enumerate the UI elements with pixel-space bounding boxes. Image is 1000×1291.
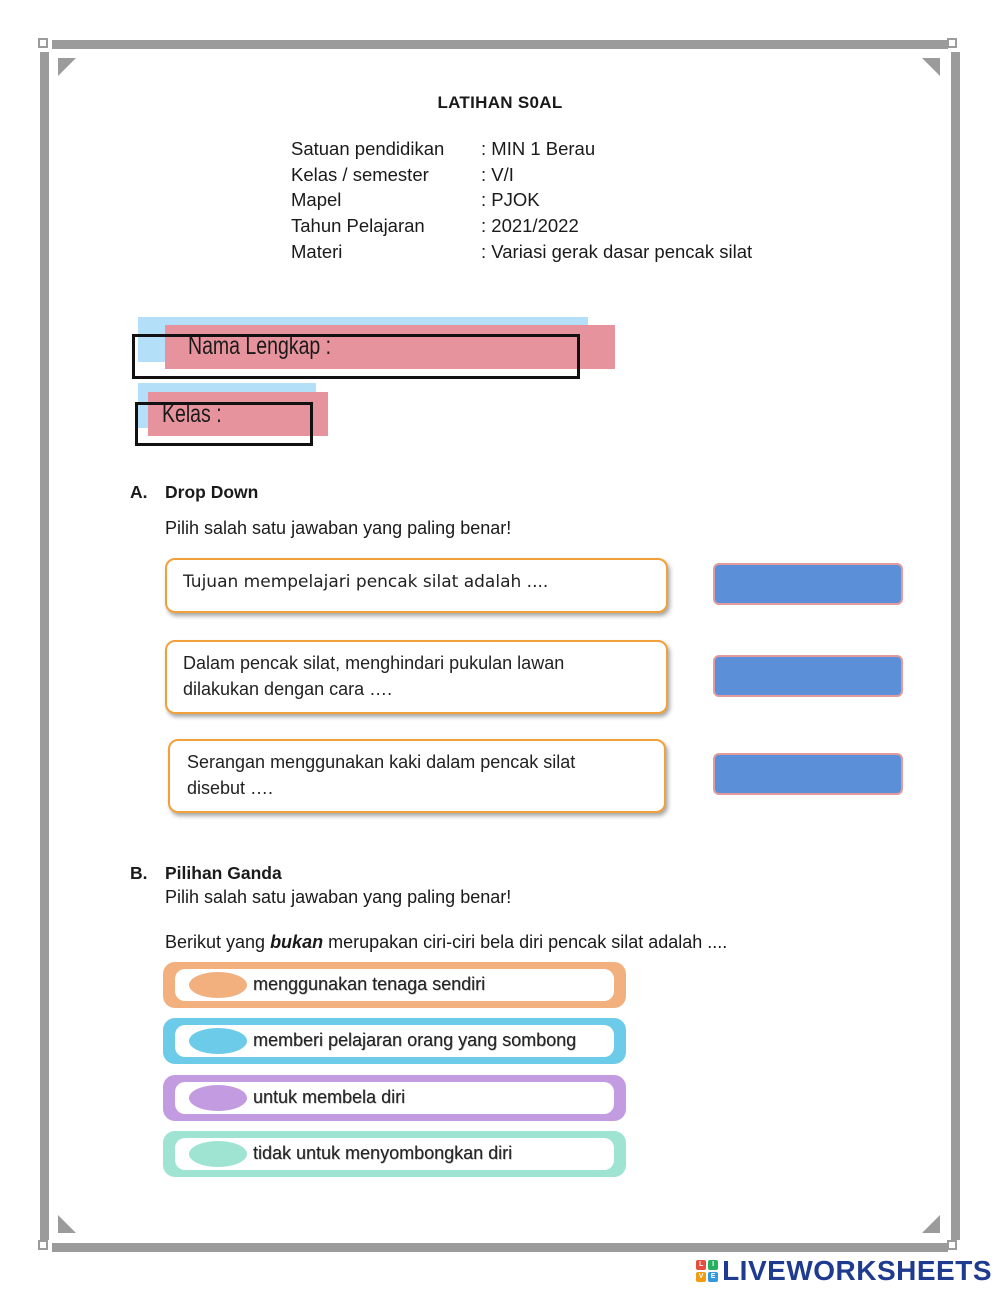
option-radio[interactable]	[189, 1141, 247, 1167]
question-text: disebut ….	[187, 778, 274, 798]
logo-icon	[696, 1260, 718, 1282]
frame-top	[52, 40, 948, 49]
logo-text: LIVEWORKSHEETS	[722, 1255, 992, 1286]
question-text: Tujuan mempelajari pencak silat adalah ....	[183, 572, 549, 592]
question-box	[165, 558, 668, 613]
option-text: untuk membela diri	[253, 1087, 406, 1107]
frame-triangle-br	[922, 1215, 940, 1233]
option-radio[interactable]	[189, 972, 247, 998]
logo-square: V	[696, 1272, 706, 1282]
mc-question-emphasis: bukan	[270, 932, 324, 952]
question-text: Dalam pencak silat, menghindari pukulan lawan	[183, 653, 565, 673]
answer-dropdown[interactable]	[713, 563, 903, 605]
question-box	[168, 739, 666, 813]
question-text: dilakukan dengan cara ….	[183, 679, 393, 699]
liveworksheets-logo[interactable]	[696, 1255, 992, 1287]
question-text: Serangan menggunakan kaki dalam pencak silat	[187, 752, 576, 772]
option-radio[interactable]	[189, 1085, 247, 1111]
option-b[interactable]	[163, 1018, 626, 1064]
info-label: Mapel	[291, 189, 342, 210]
answer-dropdown[interactable]	[713, 753, 903, 795]
frame-bottom	[52, 1243, 948, 1252]
frame-triangle-tr	[922, 58, 940, 76]
option-radio[interactable]	[189, 1028, 247, 1054]
frame-left	[40, 52, 49, 1240]
mc-question-pre: Berikut yang	[165, 932, 271, 952]
info-label: Satuan pendidikan	[291, 138, 445, 159]
answer-dropdown[interactable]	[713, 655, 903, 697]
info-value: : Variasi gerak dasar pencak silat	[481, 241, 753, 262]
frame-triangle-tl	[58, 58, 76, 76]
class-label: Kelas :	[162, 400, 222, 428]
info-label: Materi	[291, 241, 343, 262]
section-title: Pilihan Ganda	[165, 863, 282, 883]
option-text: memberi pelajaran orang yang sombong	[253, 1030, 577, 1050]
frame-right	[951, 52, 960, 1240]
frame-corner-br	[947, 1240, 957, 1250]
info-value: : MIN 1 Berau	[481, 138, 596, 159]
info-value: : 2021/2022	[481, 215, 579, 236]
info-value: : V/I	[481, 164, 514, 185]
mc-question-post: merupakan ciri-ciri bela diri pencak silat adalah ....	[323, 932, 728, 952]
section-letter: A.	[130, 482, 148, 502]
info-value: : PJOK	[481, 189, 540, 210]
section-a-instruction: Pilih salah satu jawaban yang paling benar!	[165, 518, 512, 538]
option-text: tidak untuk menyombongkan diri	[253, 1143, 513, 1163]
section-a-heading	[130, 482, 530, 504]
frame-corner-tl	[38, 38, 48, 48]
question-box	[165, 640, 668, 714]
mc-question	[165, 932, 727, 953]
option-text: menggunakan tenaga sendiri	[253, 974, 486, 994]
frame-corner-tr	[947, 38, 957, 48]
frame-corner-bl	[38, 1240, 48, 1250]
section-b-instruction: Pilih salah satu jawaban yang paling benar!	[165, 887, 512, 907]
info-label: Tahun Pelajaran	[291, 215, 425, 236]
name-label: Nama Lengkap :	[188, 332, 332, 360]
section-letter: B.	[130, 863, 148, 883]
section-title: Drop Down	[165, 482, 259, 502]
option-c[interactable]	[163, 1075, 626, 1121]
frame-triangle-bl	[58, 1215, 76, 1233]
info-label: Kelas / semester	[291, 164, 429, 185]
section-b-heading	[130, 863, 530, 885]
logo-square: E	[708, 1272, 718, 1282]
logo-square: I	[708, 1260, 718, 1270]
option-d[interactable]	[163, 1131, 626, 1177]
logo-square: L	[696, 1260, 706, 1270]
option-a[interactable]	[163, 962, 626, 1008]
page-title: LATIHAN S0AL	[437, 93, 563, 112]
